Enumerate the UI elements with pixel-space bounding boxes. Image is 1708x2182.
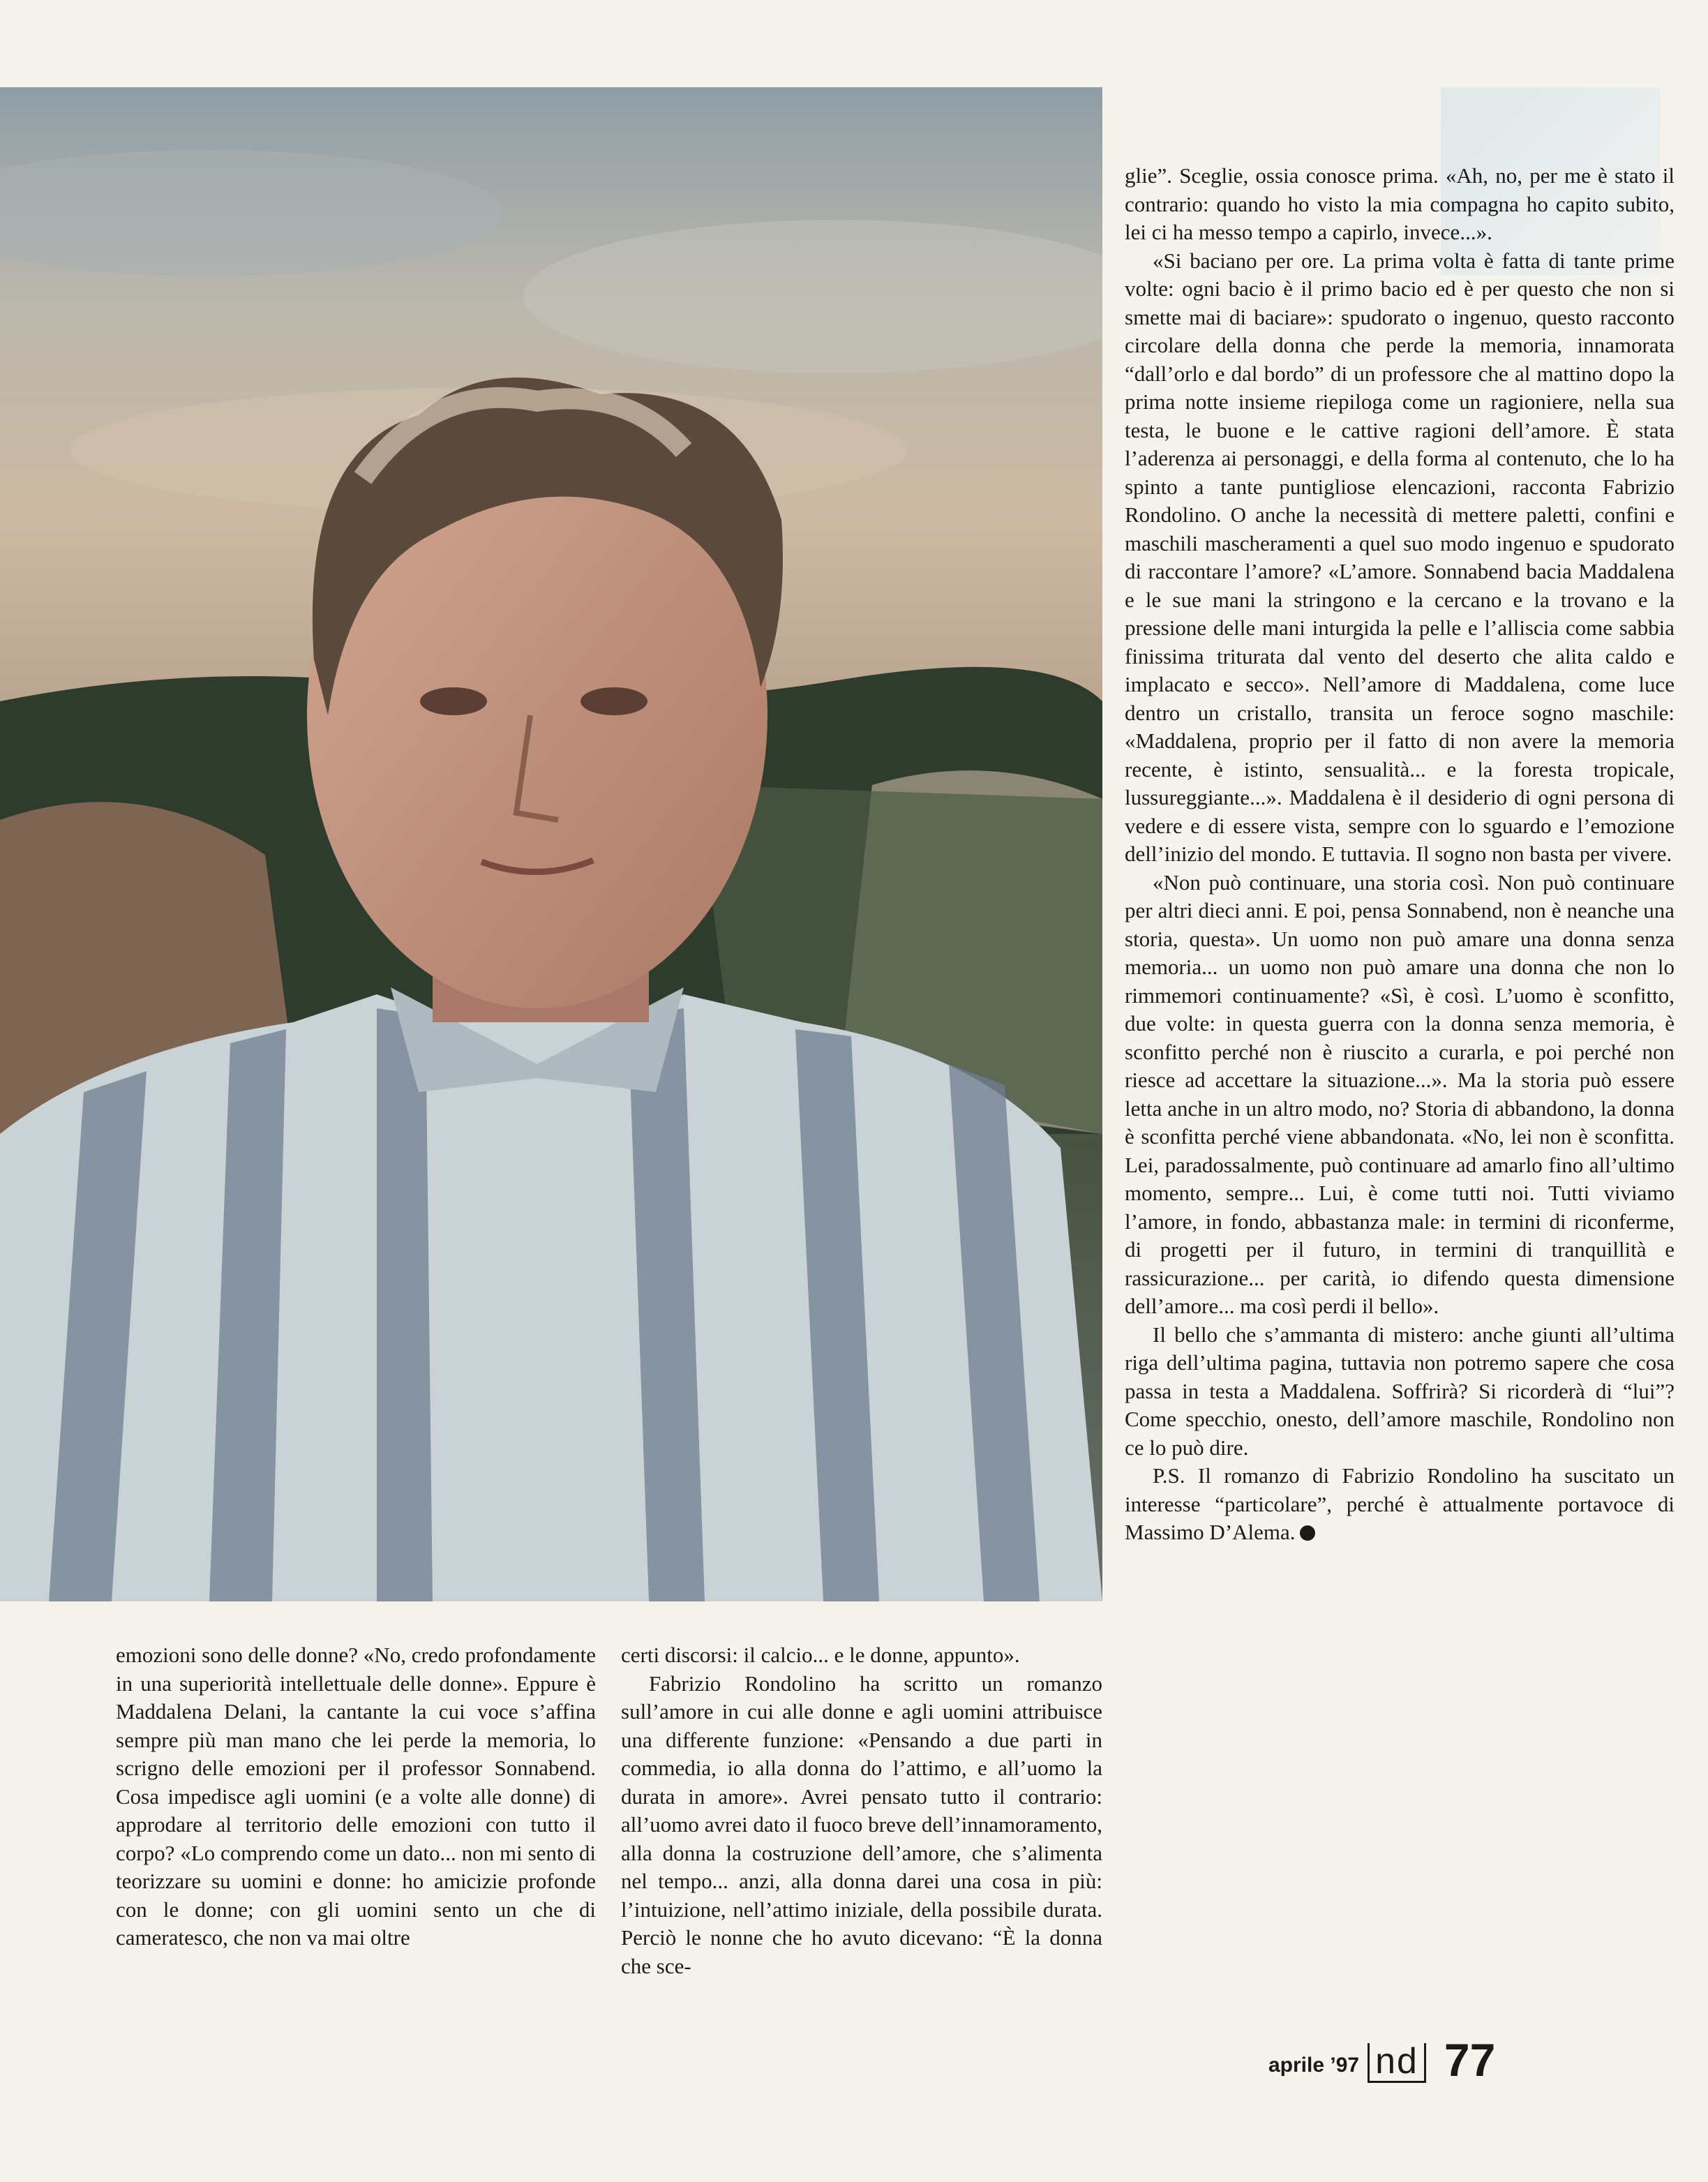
article-column-left xyxy=(116,1641,596,1952)
article-paragraph: «Si baciano per ore. La prima volta è fatta di tante prime volte: ogni bacio è il primo bacio ed è per questo che non si smette mai di baciare»: spudorato o ingenuo, questo racconto circolare della donna che perde la memoria, innamorata “dall’orlo e dal bordo” di un professore che al mattino dopo la prima notte insieme riepiloga come un ragioniere, nella sua testa, le buone e le cattive ragioni dell’amore. È stata l’aderenza ai personaggi, e della forma al contenuto, che lo ha spinto a tante puntigliose elencazioni, racconta Fabrizio Rondolino. O anche la necessità di mettere paletti, confini e maschili mascheramenti a quel suo modo ingenuo e spudorato di raccontare l’amore? «L’amore. Sonnabend bacia Maddalena e le sue mani la stringono e la cercano e la trovano e la pressione delle mani inturgida la pelle e l’alliscia come sabbia finissima triturata dal vento del deserto che alita caldo e implacato e secco». Nell’amore di Maddalena, come luce dentro un cristallo, transita un feroce sogno maschile: «Maddalena, proprio per il fatto di non avere la memoria recente, è istinto, sensualità... e la foresta tropicale, lussureggiante...». Maddalena è il desiderio di ogni persona di vedere e di essere vista, sempre con lo sguardo e l’emozione dell’inizio del mondo. E tuttavia. Il sogno non basta per vivere. xyxy=(1125,248,1675,866)
magazine-logo: nd xyxy=(1368,2043,1426,2083)
portrait-illustration xyxy=(0,87,1102,1601)
article-paragraph: «Non può continuare, una storia così. Non può continuare per altri dieci anni. E poi, pensa Sonnabend, non è neanche una storia, questa». Un uomo non può amare una donna senza memoria... un uomo non può amare una donna che non lo rimmemori continuamente? «Sì, è così. L’uomo è sconfitto, due volte: in questa guerra con la donna senza memoria, è sconfitto perché non è riuscito a curarla, e poi perché non riesce ad accettare la situazione...». Ma la storia può essere letta anche in un altro modo, no? Storia di abbandono, la donna è sconfitta perché viene abbandonata. «No, lei non è sconfitta. Lei, paradossalmente, può continuare ad amarlo fino all’ultimo momento, sempre... Lui, è come tutti noi. Tutti viviamo l’amore, in fondo, abbastanza male: in termini di riconferme, di progetti per il futuro, in termini di tranquillità e rassicurazione... per carità, io difendo questa dimensione dell’amore... ma così perdi il bello». xyxy=(1125,869,1675,1318)
portrait-photo xyxy=(0,87,1102,1601)
article-paragraph: Fabrizio Rondolino ha scritto un romanzo sull’amore in cui alle donne e agli uomini attribuisce una differente funzione: «Pensando a due parti in commedia, io alla donna do l’attimo, e all’uomo la durata in amore». Avrei pensato tutto il contrario: all’uomo avrei dato il fuoco breve dell’innamoramento, alla donna la costruzione dell’amore, che s’alimenta nel tempo... anzi, alla donna darei una cosa in più: l’intuizione, nell’attimo iniziale, della possibile durata. Perciò le nonne che ho avuto dicevano: “È la donna che sce- xyxy=(621,1671,1102,1978)
issue-date: aprile ’97 xyxy=(1268,2054,1360,2077)
page-footer xyxy=(1268,2034,1496,2086)
end-mark-icon xyxy=(1300,1525,1315,1541)
article-paragraph-ps xyxy=(1125,1462,1675,1547)
article-paragraph: Il bello che s’ammanta di mistero: anche giunti all’ultima riga dell’ultima pagina, tuttavia non potremo sapere che cosa passa in testa a Maddalena. Soffrirà? Si ricorderà di “lui”? Come specchio, onesto, dell’amore maschile, Rondolino non ce lo può dire. xyxy=(1125,1322,1675,1460)
page-number: 77 xyxy=(1444,2034,1496,2086)
article-paragraph: certi discorsi: il calcio... e le donne, appunto». xyxy=(621,1643,1020,1667)
ps-text: P.S. Il romanzo di Fabrizio Rondolino ha suscitato un interesse “particolare”, perché è attualmente portavoce di Massimo D’Alema. xyxy=(1125,1463,1675,1544)
article-paragraph: glie”. Sceglie, ossia conosce prima. «Ah, no, per me è stato il contrario: quando ho visto la mia compagna ho capito subito, lei ci ha messo tempo a capirlo, invece...». xyxy=(1125,163,1675,244)
article-paragraph: emozioni sono delle donne? «No, credo profondamente in una superiorità intellettuale delle donne». Eppure è Maddalena Delani, la cantante la cui voce s’affina sempre più man mano che lei perde la memoria, lo scrigno delle emozioni per il professor Sonnabend. Cosa impedisce agli uomini (e a volte alle donne) di approdare al territorio delle emozioni con tutto il corpo? «Lo comprendo come un dato... non mi sento di teorizzare su uomini e donne: ho amicizie profonde con le donne; con gli uomini sento un che di cameratesco, che non va mai oltre xyxy=(116,1643,596,1950)
article-column-middle xyxy=(621,1641,1102,1980)
article-column-right xyxy=(1125,162,1675,1547)
